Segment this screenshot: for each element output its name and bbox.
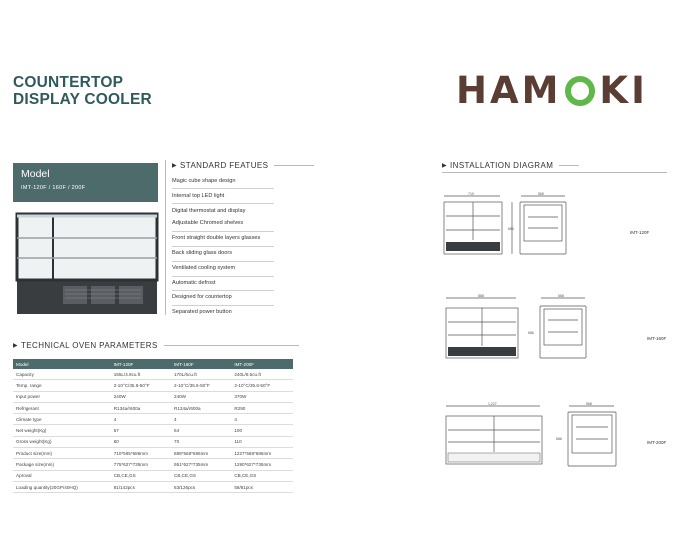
glass-cabinet bbox=[17, 214, 157, 280]
installation-divider bbox=[442, 172, 667, 173]
feature-item: Designed for countertop bbox=[172, 294, 232, 300]
table-row: Package size(mm) 775*627*735mm 951*627*735mm 1290*627*735mm bbox=[13, 459, 293, 470]
vent-grille-3 bbox=[119, 286, 143, 304]
table-row: Net weight(Kg) 57 64 100 bbox=[13, 425, 293, 436]
table-row: Capacity 155L/4.9cu.ft 170L/6cu.ft 240L/8.5cu.ft bbox=[13, 369, 293, 380]
title-line-2: DISPLAY COOLER bbox=[13, 91, 152, 108]
installation-heading: ▶ INSTALLATION DIAGRAM bbox=[442, 161, 579, 170]
column-header: IMT-200F bbox=[231, 359, 293, 369]
column-header: Model bbox=[13, 359, 111, 369]
title-line-1: COUNTERTOP bbox=[13, 74, 124, 91]
feature-item: Ventilated cooling system bbox=[172, 265, 236, 271]
width-dimension: 1,227 bbox=[488, 402, 497, 406]
triangle-bullet-icon: ▶ bbox=[172, 163, 178, 169]
table-row: Input power 240W 240W 370W bbox=[13, 391, 293, 402]
model-label: Model bbox=[21, 168, 50, 180]
front-base bbox=[448, 453, 540, 462]
vent-grille-2 bbox=[91, 286, 115, 304]
triangle-bullet-icon: ▶ bbox=[442, 163, 448, 169]
diagram-label: IMT-160F bbox=[647, 336, 667, 341]
page-title bbox=[13, 74, 152, 108]
table-row: Gross weight(Kg) 60 70 110 bbox=[13, 436, 293, 447]
depth-dimension: 568 bbox=[586, 402, 592, 406]
feature-item: Separated power button bbox=[172, 309, 232, 315]
feature-item: Digital thermostat and display bbox=[172, 208, 246, 214]
height-dimension: 686 bbox=[556, 437, 562, 441]
product-image bbox=[13, 208, 161, 316]
table-header-row bbox=[13, 359, 293, 369]
features-heading: ▶ STANDARD FEATUES bbox=[172, 161, 314, 170]
table-row: Loading quantity(20GP/40HQ) 81/142pcs 63/126pcs 58/81pcs bbox=[13, 481, 293, 492]
diagram-label: IMT-200F bbox=[647, 440, 667, 445]
feature-item: Back sliding glass doors bbox=[172, 250, 233, 256]
table-row: Refrigerant R134a/r600a R134a/r600a R290 bbox=[13, 402, 293, 413]
feature-item: Automatic defrost bbox=[172, 280, 216, 286]
model-value: IMT-120F / 160F / 200F bbox=[21, 185, 86, 191]
brand-text-start: HAM bbox=[456, 68, 562, 112]
brand-o-circle-icon bbox=[565, 76, 595, 106]
depth-dimension: 568 bbox=[558, 294, 564, 298]
column-header: IMT-160F bbox=[171, 359, 231, 369]
feature-item: Adjustable Chromed shelves bbox=[172, 220, 244, 226]
diagram-imt-200f bbox=[440, 396, 670, 476]
brand-text-end: KI bbox=[599, 68, 648, 112]
column-header: IMT-120F bbox=[111, 359, 171, 369]
feature-item: Magic cube shape design bbox=[172, 178, 236, 184]
model-box bbox=[13, 163, 158, 202]
feature-item: Internal top LED light bbox=[172, 193, 225, 199]
height-dimension: 686 bbox=[508, 227, 514, 231]
triangle-bullet-icon: ▶ bbox=[13, 343, 19, 349]
specs-heading: ▶ TECHNICAL OVEN PARAMETERS bbox=[13, 341, 299, 350]
diagram-imt-160f bbox=[440, 292, 670, 370]
depth-dimension: 565 bbox=[538, 192, 544, 196]
table-row: Climate type 4 4 4 bbox=[13, 414, 293, 425]
vent-grille-1 bbox=[63, 286, 87, 304]
brand-logo bbox=[456, 70, 648, 110]
specs-table bbox=[13, 359, 293, 493]
feature-item: Front straight double layers glasses bbox=[172, 235, 261, 241]
diagram-label: IMT-120F bbox=[630, 230, 650, 235]
table-row: Temp. range 2-10°C/35.6-50°F 2-10°C/35.6-50°F 2-10°C/35.6-50°F bbox=[13, 380, 293, 391]
front-base bbox=[448, 347, 516, 356]
width-dimension: 888 bbox=[478, 294, 484, 298]
divider-vertical bbox=[165, 160, 166, 315]
diagram-imt-120f bbox=[440, 190, 670, 268]
table-row: Product size(mm) 710*565*686mm 888*568*686mm 1227*568*686mm bbox=[13, 448, 293, 459]
height-dimension: 686 bbox=[528, 331, 534, 335]
table-row: Aproval CB,CE,GS CB,CE,GS CB,CE,GS bbox=[13, 470, 293, 481]
width-dimension: 710 bbox=[468, 192, 474, 196]
front-base bbox=[446, 242, 500, 251]
